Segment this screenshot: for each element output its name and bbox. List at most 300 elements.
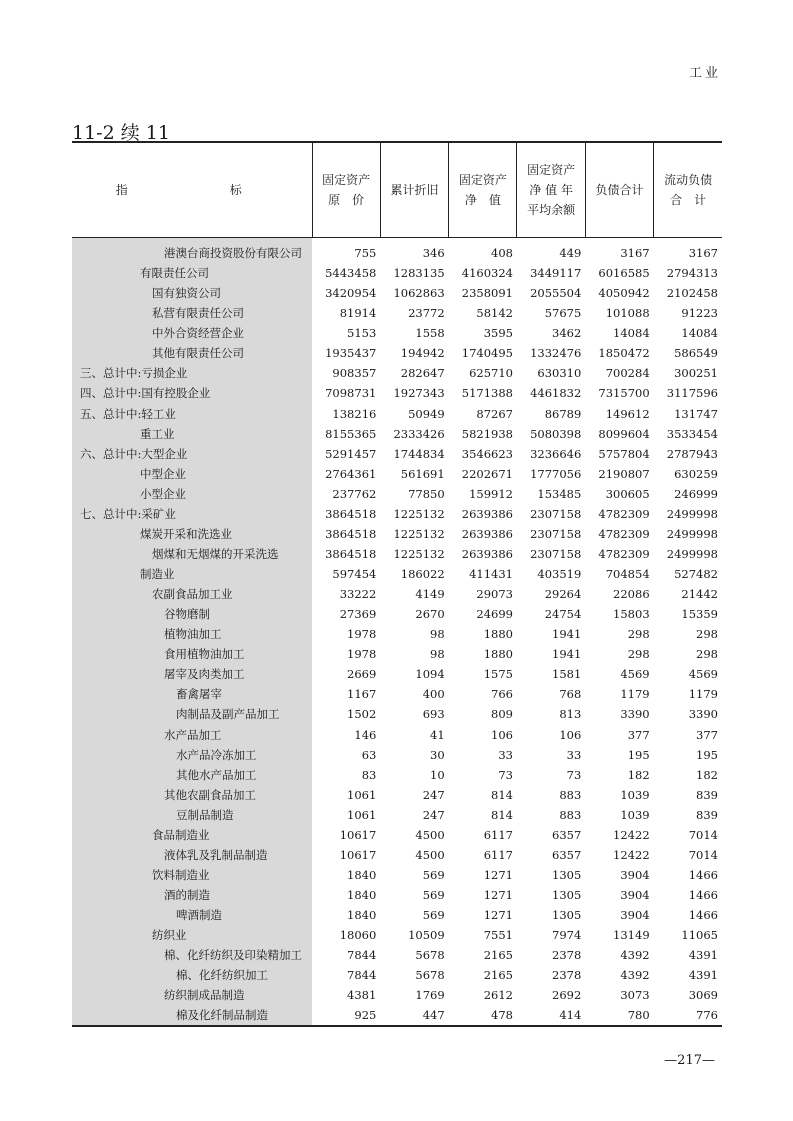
- table-row: [72, 504, 722, 524]
- cell-net-value: 1740495: [461, 346, 513, 361]
- cell-original-value: 7844: [347, 948, 377, 963]
- cell-depreciation: 400: [422, 687, 445, 702]
- cell-net-value: 2165: [483, 968, 513, 983]
- cell-depreciation: 5678: [415, 948, 445, 963]
- cell-avg-balance: 1581: [552, 667, 582, 682]
- cell-depreciation: 50949: [408, 406, 445, 421]
- cell-net-value: 2358091: [461, 286, 513, 301]
- cell-depreciation: 2670: [415, 607, 445, 622]
- row-indicator-label: 豆制品制造: [72, 805, 312, 825]
- cell-net-value: 1880: [483, 627, 513, 642]
- table-row: [72, 684, 722, 704]
- cell-depreciation: 194942: [400, 346, 445, 361]
- row-indicator-label: 食用植物油加工: [72, 644, 312, 664]
- cell-original-value: 5443458: [325, 266, 377, 281]
- cell-current-liabilities: 131747: [674, 406, 718, 421]
- cell-net-value: 159912: [469, 486, 513, 501]
- cell-current-liabilities: 1466: [688, 908, 718, 923]
- cell-original-value: 63: [361, 747, 377, 762]
- cell-depreciation: 247: [422, 787, 445, 802]
- cell-net-value: 106: [491, 727, 513, 742]
- row-indicator-label: 重工业: [72, 424, 312, 444]
- row-indicator-label: 水产品冷冻加工: [72, 745, 312, 765]
- cell-original-value: 5153: [347, 326, 377, 341]
- cell-avg-balance: 57675: [544, 306, 582, 321]
- row-indicator-label: 七、总计中:采矿业: [72, 504, 312, 524]
- cell-net-value: 3546623: [461, 446, 513, 461]
- table-row: [72, 885, 722, 905]
- cell-avg-balance: 106: [559, 727, 582, 742]
- cell-net-value: 5821938: [461, 426, 513, 441]
- cell-original-value: 1061: [347, 787, 377, 802]
- cell-avg-balance: 3236646: [530, 446, 582, 461]
- cell-net-value: 625710: [469, 366, 513, 381]
- cell-current-liabilities: 839: [696, 787, 718, 802]
- cell-total-liabilities: 4050942: [598, 286, 650, 301]
- cell-total-liabilities: 4569: [620, 667, 650, 682]
- cell-total-liabilities: 195: [627, 747, 650, 762]
- table-row: [72, 604, 722, 624]
- row-indicator-label: 液体乳及乳制品制造: [72, 845, 312, 865]
- row-indicator-label: 小型企业: [72, 484, 312, 504]
- row-indicator-label: 啤酒制造: [72, 905, 312, 925]
- cell-total-liabilities: 300605: [605, 486, 650, 501]
- cell-current-liabilities: 2787943: [666, 446, 718, 461]
- table-row: [72, 765, 722, 785]
- table-row: [72, 845, 722, 865]
- cell-avg-balance: 2055504: [530, 286, 582, 301]
- cell-avg-balance: 1941: [552, 627, 582, 642]
- table-row: [72, 925, 722, 945]
- row-indicator-label: 畜禽屠宰: [72, 684, 312, 704]
- cell-avg-balance: 1305: [552, 908, 582, 923]
- cell-net-value: 29073: [476, 587, 513, 602]
- cell-total-liabilities: 3073: [620, 988, 650, 1003]
- table-row: [72, 865, 722, 885]
- cell-current-liabilities: 1466: [688, 888, 718, 903]
- row-indicator-label: 五、总计中:轻工业: [72, 404, 312, 424]
- cell-current-liabilities: 14084: [681, 326, 718, 341]
- cell-total-liabilities: 3904: [620, 867, 650, 882]
- cell-net-value: 1575: [483, 667, 513, 682]
- column-header-original-value: 固定资产 原 价: [312, 142, 380, 238]
- cell-net-value: 1271: [483, 908, 513, 923]
- table-row: [72, 243, 722, 263]
- cell-original-value: 1935437: [325, 346, 377, 361]
- table-row: [72, 283, 722, 303]
- table-row: [72, 564, 722, 584]
- cell-total-liabilities: 12422: [613, 827, 650, 842]
- row-indicator-label: 屠宰及肉类加工: [72, 664, 312, 684]
- cell-total-liabilities: 12422: [613, 847, 650, 862]
- column-header-current-liabilities: 流动负债 合 计: [654, 142, 722, 238]
- cell-depreciation: 1283135: [393, 266, 445, 281]
- cell-avg-balance: 630310: [537, 366, 582, 381]
- cell-total-liabilities: 1179: [620, 687, 650, 702]
- cell-original-value: 5291457: [325, 446, 377, 461]
- cell-depreciation: 346: [422, 246, 445, 261]
- cell-total-liabilities: 298: [627, 647, 650, 662]
- cell-net-value: 58142: [476, 306, 513, 321]
- table-row: [72, 544, 722, 564]
- cell-current-liabilities: 2499998: [666, 506, 718, 521]
- cell-current-liabilities: 3069: [688, 988, 718, 1003]
- cell-avg-balance: 3449117: [530, 266, 582, 281]
- table-row: [72, 404, 722, 424]
- cell-current-liabilities: 3117596: [666, 386, 718, 401]
- cell-net-value: 408: [491, 246, 513, 261]
- cell-current-liabilities: 91223: [681, 306, 718, 321]
- cell-current-liabilities: 776: [654, 1005, 722, 1026]
- cell-net-value: 1271: [483, 867, 513, 882]
- cell-original-value: 2764361: [325, 466, 377, 481]
- cell-total-liabilities: 149612: [605, 406, 650, 421]
- row-indicator-label: 水产品加工: [72, 725, 312, 745]
- cell-avg-balance: 883: [559, 807, 582, 822]
- cell-original-value: 10617: [339, 827, 377, 842]
- cell-original-value: 1502: [347, 707, 377, 722]
- cell-net-value: 6117: [483, 847, 513, 862]
- cell-avg-balance: 6357: [552, 827, 582, 842]
- cell-net-value: 6117: [483, 827, 513, 842]
- row-indicator-label: 谷物磨制: [72, 604, 312, 624]
- cell-net-value: 2165: [483, 948, 513, 963]
- cell-depreciation: 98: [430, 647, 445, 662]
- cell-depreciation: 30: [430, 747, 445, 762]
- row-indicator-label: 纺织制成品制造: [72, 985, 312, 1005]
- cell-current-liabilities: 3533454: [666, 426, 718, 441]
- cell-depreciation: 1558: [415, 326, 445, 341]
- cell-avg-balance: 883: [559, 787, 582, 802]
- cell-total-liabilities: 780: [585, 1005, 653, 1026]
- cell-avg-balance: 1305: [552, 867, 582, 882]
- cell-original-value: 8155365: [325, 426, 377, 441]
- cell-current-liabilities: 182: [696, 767, 718, 782]
- table-row: [72, 644, 722, 664]
- row-indicator-label: 私营有限责任公司: [72, 303, 312, 323]
- table-row: [72, 424, 722, 444]
- cell-original-value: 1978: [347, 647, 377, 662]
- cell-net-value: 814: [491, 807, 513, 822]
- cell-total-liabilities: 1039: [620, 807, 650, 822]
- column-header-depreciation: 累计折旧: [380, 142, 448, 238]
- cell-total-liabilities: 3390: [620, 707, 650, 722]
- cell-total-liabilities: 4782309: [598, 506, 650, 521]
- table-body: [72, 238, 722, 1027]
- cell-avg-balance: 73: [566, 767, 582, 782]
- cell-avg-balance: 2378: [552, 948, 582, 963]
- cell-original-value: 1840: [347, 888, 377, 903]
- cell-current-liabilities: 298: [696, 647, 718, 662]
- cell-depreciation: 561691: [400, 466, 445, 481]
- cell-total-liabilities: 4782309: [598, 526, 650, 541]
- cell-original-value: 1167: [347, 687, 377, 702]
- cell-depreciation: 1225132: [393, 546, 445, 561]
- cell-original-value: 83: [361, 767, 377, 782]
- table-row: [72, 785, 722, 805]
- cell-avg-balance: 1777056: [530, 466, 582, 481]
- cell-net-value: 2202671: [461, 466, 513, 481]
- cell-total-liabilities: 13149: [613, 928, 650, 943]
- cell-net-value: 73: [498, 767, 513, 782]
- cell-depreciation: 282647: [400, 366, 445, 381]
- table-row: [72, 805, 722, 825]
- cell-depreciation: 569: [422, 888, 445, 903]
- cell-depreciation: 4149: [415, 587, 445, 602]
- row-indicator-label: 煤炭开采和洗选业: [72, 524, 312, 544]
- cell-depreciation: 1225132: [393, 506, 445, 521]
- table-row: [72, 905, 722, 925]
- cell-original-value: 3864518: [325, 506, 377, 521]
- table-row: [72, 343, 722, 363]
- cell-depreciation: 693: [422, 707, 445, 722]
- cell-original-value: 1978: [347, 627, 377, 642]
- cell-depreciation: 41: [430, 727, 445, 742]
- cell-net-value: 33: [498, 747, 513, 762]
- cell-original-value: 7098731: [325, 386, 377, 401]
- row-indicator-label: 中型企业: [72, 464, 312, 484]
- cell-net-value: 1880: [483, 647, 513, 662]
- cell-current-liabilities: 298: [696, 627, 718, 642]
- cell-avg-balance: 1941: [552, 647, 582, 662]
- statistics-table-container: [72, 141, 722, 1027]
- header-row: [72, 142, 722, 238]
- table-row: [72, 584, 722, 604]
- cell-avg-balance: 813: [559, 707, 582, 722]
- cell-net-value: 2639386: [461, 526, 513, 541]
- cell-avg-balance: 768: [559, 687, 582, 702]
- table-row: [72, 383, 722, 403]
- column-header-net-value: 固定资产 净 值: [449, 142, 517, 238]
- cell-original-value: 925: [312, 1005, 380, 1026]
- cell-original-value: 10617: [339, 847, 377, 862]
- row-indicator-label: 其他有限责任公司: [72, 343, 312, 363]
- cell-depreciation: 1094: [415, 667, 445, 682]
- cell-depreciation: 1062863: [393, 286, 445, 301]
- cell-original-value: 1840: [347, 908, 377, 923]
- cell-current-liabilities: 1179: [688, 687, 718, 702]
- cell-avg-balance: 7974: [552, 928, 582, 943]
- cell-depreciation: 98: [430, 627, 445, 642]
- row-indicator-label: 肉制品及副产品加工: [72, 704, 312, 724]
- cell-avg-balance: 2307158: [530, 526, 582, 541]
- cell-net-value: 411431: [469, 567, 513, 582]
- page-number: —217—: [664, 1053, 715, 1068]
- table-row: [72, 965, 722, 985]
- cell-depreciation: 1225132: [393, 526, 445, 541]
- cell-avg-balance: 24754: [544, 607, 582, 622]
- table-row: [72, 303, 722, 323]
- cell-original-value: 237762: [332, 486, 377, 501]
- cell-avg-balance: 2692: [552, 988, 582, 1003]
- cell-depreciation: 23772: [408, 306, 445, 321]
- cell-total-liabilities: 14084: [613, 326, 650, 341]
- cell-total-liabilities: 3904: [620, 888, 650, 903]
- cell-original-value: 3864518: [325, 546, 377, 561]
- cell-total-liabilities: 1039: [620, 787, 650, 802]
- table-code: 11-2 续 11: [72, 122, 170, 144]
- cell-depreciation: 569: [422, 867, 445, 882]
- table-row: [72, 624, 722, 644]
- cell-original-value: 7844: [347, 968, 377, 983]
- cell-original-value: 138216: [332, 406, 377, 421]
- cell-current-liabilities: 1466: [688, 867, 718, 882]
- cell-total-liabilities: 4392: [620, 948, 650, 963]
- row-indicator-label: 港澳台商投资股份有限公司: [72, 243, 312, 263]
- cell-total-liabilities: 8099604: [598, 426, 650, 441]
- cell-total-liabilities: 3167: [620, 246, 650, 261]
- cell-current-liabilities: 3390: [688, 707, 718, 722]
- cell-avg-balance: 4461832: [530, 386, 582, 401]
- table-row: [72, 985, 722, 1005]
- cell-total-liabilities: 1850472: [598, 346, 650, 361]
- cell-current-liabilities: 4391: [688, 968, 718, 983]
- table-row: [72, 1005, 722, 1026]
- row-indicator-label: 中外合资经营企业: [72, 323, 312, 343]
- table-row: [72, 464, 722, 484]
- cell-total-liabilities: 704854: [605, 567, 650, 582]
- row-indicator-label: 国有独资公司: [72, 283, 312, 303]
- cell-current-liabilities: 2499998: [666, 546, 718, 561]
- cell-current-liabilities: 2102458: [666, 286, 718, 301]
- cell-depreciation: 10: [430, 767, 445, 782]
- cell-avg-balance: 33: [566, 747, 582, 762]
- row-indicator-label: 其他水产品加工: [72, 765, 312, 785]
- row-indicator-label: 饮料制造业: [72, 865, 312, 885]
- cell-net-value: 5171388: [461, 386, 513, 401]
- cell-total-liabilities: 22086: [613, 587, 650, 602]
- cell-net-value: 24699: [476, 607, 513, 622]
- cell-avg-balance: 3462: [552, 326, 582, 341]
- cell-depreciation: 5678: [415, 968, 445, 983]
- cell-original-value: 908357: [332, 366, 377, 381]
- table-row: [72, 263, 722, 283]
- cell-current-liabilities: 839: [696, 807, 718, 822]
- table-row: [72, 745, 722, 765]
- cell-avg-balance: 403519: [537, 567, 582, 582]
- row-indicator-label: 烟煤和无烟煤的开采洗选: [72, 544, 312, 564]
- cell-current-liabilities: 246999: [674, 486, 718, 501]
- cell-current-liabilities: 195: [696, 747, 718, 762]
- table-row: [72, 725, 722, 745]
- cell-total-liabilities: 5757804: [598, 446, 650, 461]
- cell-original-value: 597454: [332, 567, 377, 582]
- row-indicator-label: 植物油加工: [72, 624, 312, 644]
- cell-original-value: 4381: [347, 988, 377, 1003]
- row-indicator-label: 四、总计中:国有控股企业: [72, 383, 312, 403]
- cell-net-value: 7551: [483, 928, 513, 943]
- cell-net-value: 87267: [476, 406, 513, 421]
- cell-current-liabilities: 630259: [674, 466, 718, 481]
- table-row: [72, 664, 722, 684]
- cell-depreciation: 77850: [408, 486, 445, 501]
- cell-original-value: 2669: [347, 667, 377, 682]
- cell-total-liabilities: 182: [627, 767, 650, 782]
- column-header-avg-balance: 固定资产 净 值 年 平均余额: [517, 142, 585, 238]
- cell-current-liabilities: 4569: [688, 667, 718, 682]
- cell-avg-balance: 414: [517, 1005, 585, 1026]
- row-indicator-label: 食品制造业: [72, 825, 312, 845]
- cell-current-liabilities: 3167: [688, 246, 718, 261]
- cell-net-value: 478: [449, 1005, 517, 1026]
- cell-original-value: 1061: [347, 807, 377, 822]
- cell-original-value: 18060: [339, 928, 377, 943]
- cell-avg-balance: 29264: [544, 587, 582, 602]
- cell-net-value: 766: [491, 687, 513, 702]
- row-indicator-label: 三、总计中:亏损企业: [72, 363, 312, 383]
- cell-depreciation: 247: [422, 807, 445, 822]
- cell-current-liabilities: 527482: [674, 567, 718, 582]
- table-row: [72, 363, 722, 383]
- cell-net-value: 1271: [483, 888, 513, 903]
- cell-current-liabilities: 300251: [674, 366, 718, 381]
- table-row: [72, 444, 722, 464]
- cell-depreciation: 447: [380, 1005, 448, 1026]
- cell-avg-balance: 86789: [544, 406, 582, 421]
- cell-net-value: 2612: [483, 988, 513, 1003]
- cell-total-liabilities: 377: [627, 727, 650, 742]
- cell-current-liabilities: 21442: [681, 587, 718, 602]
- cell-depreciation: 186022: [400, 567, 445, 582]
- cell-original-value: 755: [354, 246, 377, 261]
- cell-avg-balance: 2307158: [530, 546, 582, 561]
- cell-current-liabilities: 7014: [688, 847, 718, 862]
- cell-total-liabilities: 7315700: [598, 386, 650, 401]
- cell-depreciation: 10509: [408, 928, 445, 943]
- cell-original-value: 146: [354, 727, 377, 742]
- cell-net-value: 4160324: [461, 266, 513, 281]
- cell-total-liabilities: 101088: [605, 306, 650, 321]
- row-indicator-label: 棉、化纤纺织及印染精加工: [72, 945, 312, 965]
- cell-current-liabilities: 11065: [681, 928, 718, 943]
- row-indicator-label: 其他农副食品加工: [72, 785, 312, 805]
- cell-total-liabilities: 3904: [620, 908, 650, 923]
- cell-net-value: 809: [491, 707, 513, 722]
- cell-total-liabilities: 700284: [605, 366, 650, 381]
- row-indicator-label: 有限责任公司: [72, 263, 312, 283]
- cell-total-liabilities: 4392: [620, 968, 650, 983]
- row-indicator-label: 棉及化纤制品制造: [72, 1005, 312, 1026]
- row-indicator-label: 农副食品加工业: [72, 584, 312, 604]
- cell-net-value: 2639386: [461, 506, 513, 521]
- cell-net-value: 3595: [483, 326, 513, 341]
- cell-depreciation: 569: [422, 908, 445, 923]
- cell-original-value: 81914: [339, 306, 377, 321]
- row-indicator-label: 制造业: [72, 564, 312, 584]
- table-row: [72, 825, 722, 845]
- cell-avg-balance: 449: [559, 246, 582, 261]
- cell-current-liabilities: 586549: [674, 346, 718, 361]
- table-row: [72, 484, 722, 504]
- cell-original-value: 33222: [339, 587, 377, 602]
- cell-depreciation: 4500: [415, 847, 445, 862]
- cell-depreciation: 1744834: [393, 446, 445, 461]
- table-row: [72, 524, 722, 544]
- cell-current-liabilities: 7014: [688, 827, 718, 842]
- column-header-total-liabilities: 负债合计: [585, 142, 653, 238]
- cell-net-value: 2639386: [461, 546, 513, 561]
- cell-current-liabilities: 2794313: [666, 266, 718, 281]
- cell-original-value: 3420954: [325, 286, 377, 301]
- cell-avg-balance: 6357: [552, 847, 582, 862]
- cell-current-liabilities: 377: [696, 727, 718, 742]
- cell-original-value: 3864518: [325, 526, 377, 541]
- cell-depreciation: 1927343: [393, 386, 445, 401]
- cell-current-liabilities: 4391: [688, 948, 718, 963]
- table-row: [72, 945, 722, 965]
- row-indicator-label: 六、总计中:大型企业: [72, 444, 312, 464]
- cell-depreciation: 4500: [415, 827, 445, 842]
